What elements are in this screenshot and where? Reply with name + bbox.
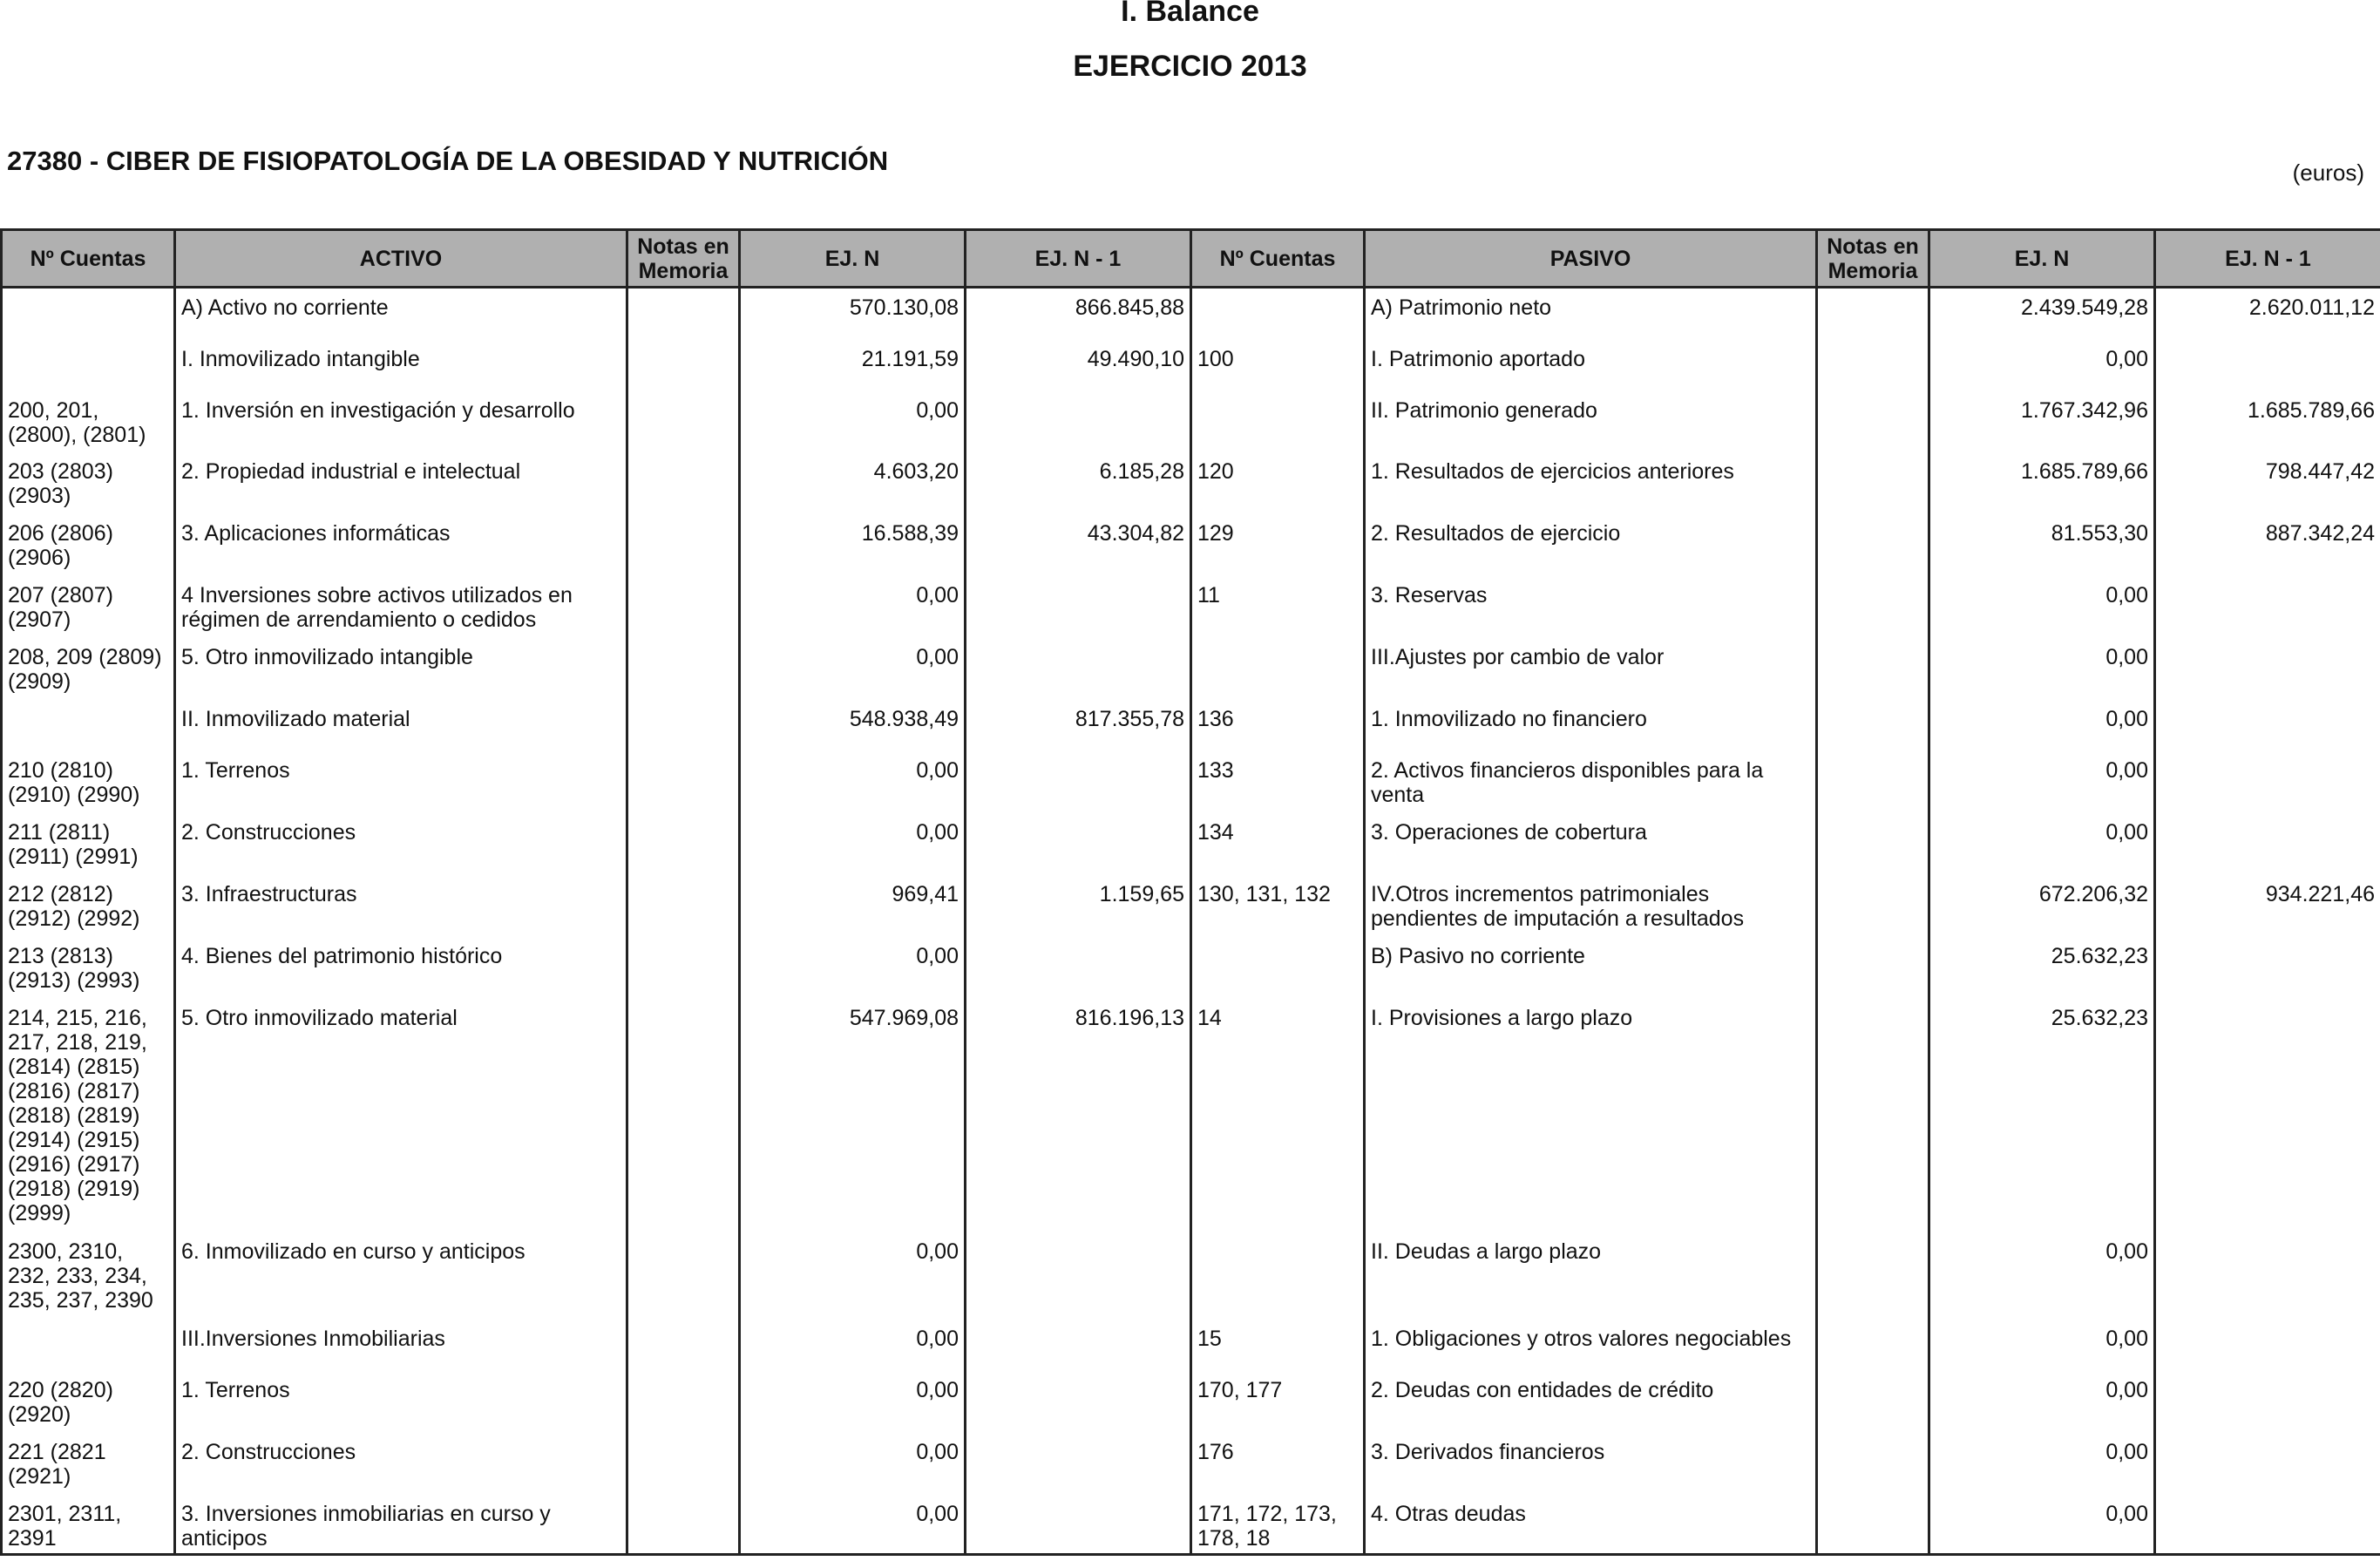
ej-n-activo: 0,00 <box>740 751 966 813</box>
pasivo-description: 2. Resultados de ejercicio <box>1365 514 1817 576</box>
table-row <box>2 937 2380 999</box>
pasivo-description: III.Ajustes por cambio de valor <box>1365 638 1817 700</box>
ej-n-pasivo: 0,00 <box>1929 1433 2155 1495</box>
notas-pasivo <box>1817 813 1929 875</box>
col-header-notas-activo: Notas en Memoria <box>627 230 740 288</box>
notas-activo <box>627 576 740 638</box>
ej-n1-pasivo <box>2155 1320 2380 1371</box>
col-header-ej-n1-pasivo: EJ. N - 1 <box>2155 230 2380 288</box>
ej-n1-activo: 43.304,82 <box>966 514 1191 576</box>
ej-n-activo: 0,00 <box>740 1320 966 1371</box>
ej-n-pasivo: 0,00 <box>1929 1495 2155 1555</box>
table-row <box>2 1371 2380 1433</box>
account-codes-activo: 221 (2821 (2921) <box>2 1433 175 1495</box>
ej-n1-activo: 1.159,65 <box>966 875 1191 937</box>
activo-description: 3. Infraestructuras <box>175 875 627 937</box>
table-row <box>2 1433 2380 1495</box>
activo-description: 3. Inversiones inmobiliarias en curso y anticipos <box>175 1495 627 1555</box>
notas-pasivo <box>1817 937 1929 999</box>
notas-activo <box>627 751 740 813</box>
ej-n-pasivo: 1.685.789,66 <box>1929 452 2155 514</box>
activo-description: 5. Otro inmovilizado intangible <box>175 638 627 700</box>
ej-n1-activo <box>966 391 1191 452</box>
notas-activo <box>627 514 740 576</box>
ej-n-pasivo: 81.553,30 <box>1929 514 2155 576</box>
ej-n-activo: 0,00 <box>740 576 966 638</box>
account-codes-activo: 213 (2813) (2913) (2993) <box>2 937 175 999</box>
notas-activo <box>627 1320 740 1371</box>
table-row <box>2 1232 2380 1320</box>
pasivo-description: 3. Reservas <box>1365 576 1817 638</box>
table-row <box>2 751 2380 813</box>
ej-n1-pasivo <box>2155 638 2380 700</box>
ej-n-activo: 969,41 <box>740 875 966 937</box>
activo-description: A) Activo no corriente <box>175 288 627 340</box>
pasivo-description: 2. Activos financieros disponibles para la venta <box>1365 751 1817 813</box>
ej-n-activo: 21.191,59 <box>740 340 966 391</box>
pasivo-description: IV.Otros incrementos patrimoniales pendientes de imputación a resultados <box>1365 875 1817 937</box>
notas-activo <box>627 391 740 452</box>
ej-n1-pasivo <box>2155 1371 2380 1433</box>
pasivo-description: 2. Deudas con entidades de crédito <box>1365 1371 1817 1433</box>
ej-n-activo: 0,00 <box>740 1433 966 1495</box>
ej-n-activo: 0,00 <box>740 391 966 452</box>
notas-activo <box>627 638 740 700</box>
col-header-ej-n1-activo: EJ. N - 1 <box>966 230 1191 288</box>
notas-activo <box>627 1495 740 1555</box>
account-codes-pasivo: 171, 172, 173, 178, 18 <box>1191 1495 1365 1555</box>
ej-n-activo: 0,00 <box>740 813 966 875</box>
notas-activo <box>627 937 740 999</box>
notas-pasivo <box>1817 751 1929 813</box>
ej-n1-pasivo <box>2155 576 2380 638</box>
ej-n1-activo: 866.845,88 <box>966 288 1191 340</box>
ej-n1-activo: 6.185,28 <box>966 452 1191 514</box>
ej-n1-activo: 49.490,10 <box>966 340 1191 391</box>
ej-n1-pasivo <box>2155 1495 2380 1555</box>
table-row <box>2 514 2380 576</box>
ej-n-pasivo: 0,00 <box>1929 638 2155 700</box>
account-codes-activo: 220 (2820) (2920) <box>2 1371 175 1433</box>
ej-n-pasivo: 0,00 <box>1929 1232 2155 1320</box>
ej-n1-pasivo <box>2155 999 2380 1232</box>
table-row <box>2 576 2380 638</box>
account-codes-pasivo: 130, 131, 132 <box>1191 875 1365 937</box>
ej-n1-pasivo <box>2155 937 2380 999</box>
activo-description: 1. Terrenos <box>175 751 627 813</box>
table-row <box>2 875 2380 937</box>
ej-n1-activo <box>966 751 1191 813</box>
account-codes-pasivo <box>1191 638 1365 700</box>
ej-n-pasivo: 0,00 <box>1929 340 2155 391</box>
pasivo-description: 1. Resultados de ejercicios anteriores <box>1365 452 1817 514</box>
pasivo-description: 3. Operaciones de cobertura <box>1365 813 1817 875</box>
ej-n-activo: 0,00 <box>740 1371 966 1433</box>
notas-pasivo <box>1817 514 1929 576</box>
ej-n-activo: 0,00 <box>740 638 966 700</box>
account-codes-activo: 206 (2806) (2906) <box>2 514 175 576</box>
table-row <box>2 700 2380 751</box>
ej-n-activo: 570.130,08 <box>740 288 966 340</box>
notas-activo <box>627 875 740 937</box>
table-row <box>2 288 2380 340</box>
ej-n1-activo <box>966 1371 1191 1433</box>
activo-description: 1. Terrenos <box>175 1371 627 1433</box>
table-row <box>2 813 2380 875</box>
ej-n-pasivo: 0,00 <box>1929 813 2155 875</box>
notas-pasivo <box>1817 999 1929 1232</box>
account-codes-pasivo <box>1191 937 1365 999</box>
col-header-cuentas-activo: Nº Cuentas <box>2 230 175 288</box>
ej-n-pasivo: 0,00 <box>1929 1320 2155 1371</box>
account-codes-activo: 210 (2810) (2910) (2990) <box>2 751 175 813</box>
pasivo-description: I. Patrimonio aportado <box>1365 340 1817 391</box>
ej-n1-pasivo <box>2155 1433 2380 1495</box>
activo-description: II. Inmovilizado material <box>175 700 627 751</box>
document-subtitle: EJERCICIO 2013 <box>1073 50 1307 83</box>
ej-n1-activo <box>966 638 1191 700</box>
ej-n-pasivo: 25.632,23 <box>1929 937 2155 999</box>
ej-n1-pasivo: 798.447,42 <box>2155 452 2380 514</box>
table-row <box>2 1320 2380 1371</box>
table-row <box>2 391 2380 452</box>
ej-n1-activo: 816.196,13 <box>966 999 1191 1232</box>
ej-n1-activo <box>966 1433 1191 1495</box>
activo-description: 2. Construcciones <box>175 813 627 875</box>
ej-n1-pasivo: 1.685.789,66 <box>2155 391 2380 452</box>
ej-n-pasivo: 2.439.549,28 <box>1929 288 2155 340</box>
account-codes-activo: 211 (2811) (2911) (2991) <box>2 813 175 875</box>
col-header-cuentas-pasivo: Nº Cuentas <box>1191 230 1365 288</box>
account-codes-activo <box>2 700 175 751</box>
activo-description: 5. Otro inmovilizado material <box>175 999 627 1232</box>
currency-unit: (euros) <box>2292 159 2364 186</box>
activo-description: 3. Aplicaciones informáticas <box>175 514 627 576</box>
pasivo-description: B) Pasivo no corriente <box>1365 937 1817 999</box>
ej-n-activo: 0,00 <box>740 1495 966 1555</box>
ej-n1-activo <box>966 937 1191 999</box>
account-codes-pasivo: 11 <box>1191 576 1365 638</box>
account-codes-activo: 2301, 2311, 2391 <box>2 1495 175 1555</box>
ej-n-activo: 16.588,39 <box>740 514 966 576</box>
col-header-notas-pasivo: Notas en Memoria <box>1817 230 1929 288</box>
account-codes-activo <box>2 288 175 340</box>
account-codes-pasivo: 129 <box>1191 514 1365 576</box>
notas-pasivo <box>1817 1320 1929 1371</box>
col-header-ej-n-pasivo: EJ. N <box>1929 230 2155 288</box>
notas-activo <box>627 340 740 391</box>
account-codes-pasivo <box>1191 1232 1365 1320</box>
ej-n1-activo <box>966 813 1191 875</box>
table-row <box>2 638 2380 700</box>
account-codes-pasivo: 120 <box>1191 452 1365 514</box>
table-body <box>2 288 2380 1555</box>
account-codes-pasivo: 15 <box>1191 1320 1365 1371</box>
pasivo-description: A) Patrimonio neto <box>1365 288 1817 340</box>
account-codes-pasivo: 100 <box>1191 340 1365 391</box>
table-header-row <box>2 230 2380 288</box>
notas-pasivo <box>1817 638 1929 700</box>
activo-description: 2. Construcciones <box>175 1433 627 1495</box>
account-codes-activo: 203 (2803) (2903) <box>2 452 175 514</box>
account-codes-activo: 214, 215, 216, 217, 218, 219, (2814) (2815) (2816) (2817) (2818) (2819) (2914) (2915) (2916) (2917) (2918) (2919) (2999) <box>2 999 175 1232</box>
activo-description: 1. Inversión en investigación y desarrollo <box>175 391 627 452</box>
activo-description: 4 Inversiones sobre activos utilizados en régimen de arrendamiento o cedidos <box>175 576 627 638</box>
notas-pasivo <box>1817 700 1929 751</box>
ej-n-activo: 4.603,20 <box>740 452 966 514</box>
ej-n1-pasivo: 2.620.011,12 <box>2155 288 2380 340</box>
ej-n-pasivo: 0,00 <box>1929 576 2155 638</box>
ej-n1-pasivo: 934.221,46 <box>2155 875 2380 937</box>
account-codes-pasivo: 134 <box>1191 813 1365 875</box>
ej-n-activo: 547.969,08 <box>740 999 966 1232</box>
activo-description: 4. Bienes del patrimonio histórico <box>175 937 627 999</box>
entity-name: 27380 - CIBER DE FISIOPATOLOGÍA DE LA OBESIDAD Y NUTRICIÓN <box>7 146 889 176</box>
notas-pasivo <box>1817 1232 1929 1320</box>
pasivo-description: II. Deudas a largo plazo <box>1365 1232 1817 1320</box>
notas-activo <box>627 452 740 514</box>
notas-activo <box>627 1371 740 1433</box>
table-row <box>2 1495 2380 1555</box>
ej-n1-activo <box>966 1320 1191 1371</box>
account-codes-activo <box>2 1320 175 1371</box>
ej-n1-pasivo <box>2155 700 2380 751</box>
notas-pasivo <box>1817 1495 1929 1555</box>
notas-pasivo <box>1817 1433 1929 1495</box>
pasivo-description: 1. Obligaciones y otros valores negociables <box>1365 1320 1817 1371</box>
notas-activo <box>627 288 740 340</box>
notas-pasivo <box>1817 875 1929 937</box>
ej-n1-pasivo <box>2155 813 2380 875</box>
account-codes-pasivo: 14 <box>1191 999 1365 1232</box>
account-codes-pasivo: 133 <box>1191 751 1365 813</box>
ej-n1-activo <box>966 1232 1191 1320</box>
ej-n1-activo: 817.355,78 <box>966 700 1191 751</box>
account-codes-activo: 212 (2812) (2912) (2992) <box>2 875 175 937</box>
account-codes-pasivo <box>1191 288 1365 340</box>
ej-n1-pasivo <box>2155 340 2380 391</box>
activo-description: I. Inmovilizado intangible <box>175 340 627 391</box>
col-header-activo: ACTIVO <box>175 230 627 288</box>
account-codes-activo <box>2 340 175 391</box>
pasivo-description: II. Patrimonio generado <box>1365 391 1817 452</box>
ej-n-pasivo: 25.632,23 <box>1929 999 2155 1232</box>
activo-description: 2. Propiedad industrial e intelectual <box>175 452 627 514</box>
notas-activo <box>627 813 740 875</box>
notas-pasivo <box>1817 452 1929 514</box>
activo-description: III.Inversiones Inmobiliarias <box>175 1320 627 1371</box>
ej-n-pasivo: 0,00 <box>1929 751 2155 813</box>
account-codes-activo: 2300, 2310, 232, 233, 234, 235, 237, 2390 <box>2 1232 175 1320</box>
ej-n-pasivo: 672.206,32 <box>1929 875 2155 937</box>
ej-n-pasivo: 1.767.342,96 <box>1929 391 2155 452</box>
ej-n1-pasivo <box>2155 751 2380 813</box>
notas-pasivo <box>1817 576 1929 638</box>
ej-n-activo: 0,00 <box>740 937 966 999</box>
notas-pasivo <box>1817 1371 1929 1433</box>
notas-pasivo <box>1817 391 1929 452</box>
account-codes-pasivo: 136 <box>1191 700 1365 751</box>
pasivo-description: 1. Inmovilizado no financiero <box>1365 700 1817 751</box>
table-row <box>2 999 2380 1232</box>
ej-n1-activo <box>966 1495 1191 1555</box>
document-title: I. Balance <box>1121 0 1259 28</box>
ej-n-activo: 0,00 <box>740 1232 966 1320</box>
activo-description: 6. Inmovilizado en curso y anticipos <box>175 1232 627 1320</box>
balance-table <box>0 228 2380 1556</box>
account-codes-pasivo <box>1191 391 1365 452</box>
notas-pasivo <box>1817 288 1929 340</box>
notas-activo <box>627 700 740 751</box>
ej-n1-activo <box>966 576 1191 638</box>
pasivo-description: I. Provisiones a largo plazo <box>1365 999 1817 1232</box>
account-codes-pasivo: 176 <box>1191 1433 1365 1495</box>
pasivo-description: 3. Derivados financieros <box>1365 1433 1817 1495</box>
ej-n-pasivo: 0,00 <box>1929 700 2155 751</box>
table-row <box>2 452 2380 514</box>
account-codes-activo: 208, 209 (2809) (2909) <box>2 638 175 700</box>
col-header-pasivo: PASIVO <box>1365 230 1817 288</box>
table-row <box>2 340 2380 391</box>
col-header-ej-n-activo: EJ. N <box>740 230 966 288</box>
account-codes-activo: 200, 201, (2800), (2801) <box>2 391 175 452</box>
notas-activo <box>627 1433 740 1495</box>
notas-activo <box>627 1232 740 1320</box>
ej-n1-pasivo <box>2155 1232 2380 1320</box>
notas-activo <box>627 999 740 1232</box>
account-codes-pasivo: 170, 177 <box>1191 1371 1365 1433</box>
ej-n-activo: 548.938,49 <box>740 700 966 751</box>
ej-n-pasivo: 0,00 <box>1929 1371 2155 1433</box>
ej-n1-pasivo: 887.342,24 <box>2155 514 2380 576</box>
account-codes-activo: 207 (2807) (2907) <box>2 576 175 638</box>
pasivo-description: 4. Otras deudas <box>1365 1495 1817 1555</box>
notas-pasivo <box>1817 340 1929 391</box>
